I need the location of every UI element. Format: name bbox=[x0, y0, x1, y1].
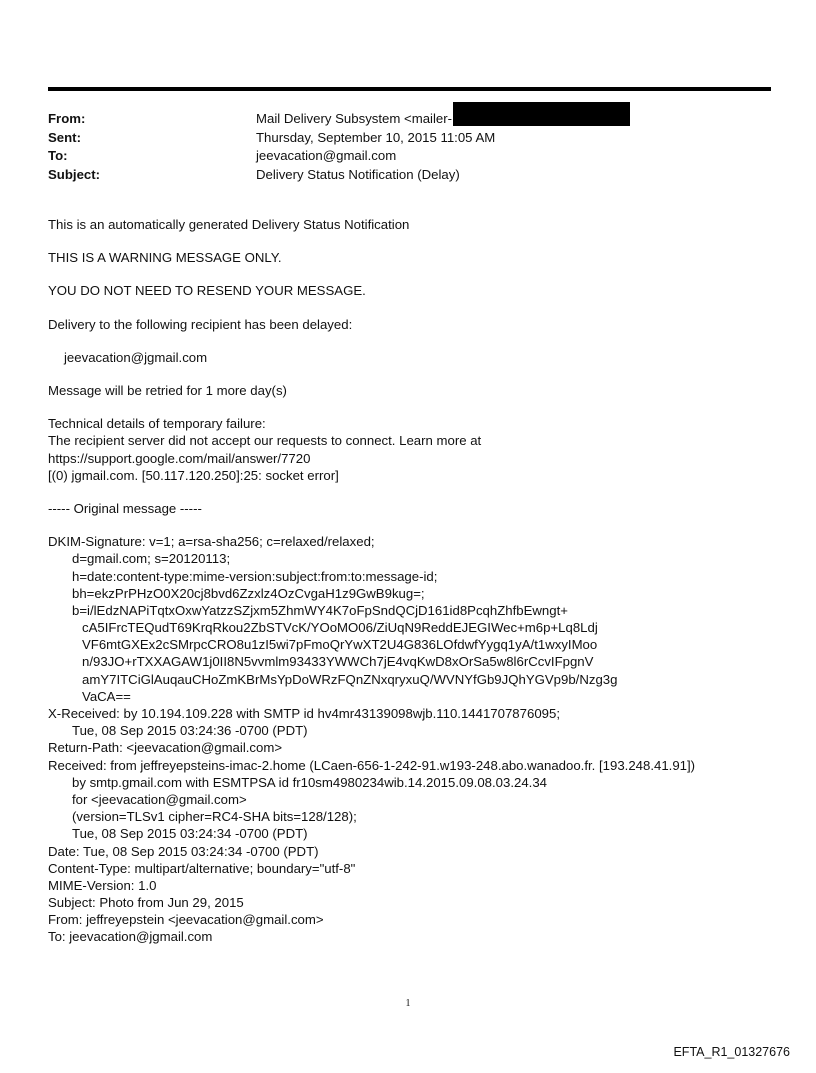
header-line: VaCA== bbox=[82, 688, 131, 704]
no-resend-line: YOU DO NOT NEED TO RESEND YOUR MESSAGE. bbox=[48, 283, 366, 299]
original-message-separator: ----- Original message ----- bbox=[48, 500, 202, 516]
header-line: MIME-Version: 1.0 bbox=[48, 877, 157, 893]
header-line: X-Received: by 10.194.109.228 with SMTP id hv4mr43139098wjb.110.1441707876095; bbox=[48, 706, 560, 722]
recipient-address: jeevacation@jgmail.com bbox=[64, 349, 208, 365]
header-line: by smtp.gmail.com with ESMTPSA id fr10sm4980234wib.14.2015.09.08.03.24.34 bbox=[72, 774, 548, 790]
sent-value: Thursday, September 10, 2015 11:05 AM bbox=[256, 129, 496, 145]
email-header bbox=[48, 110, 771, 184]
header-line: VF6mtGXEx2cSMrpcCRO8u1zI5wi7pFmoQrYwXT2U4G836LOfdwfYygq1yA/t1wxyIMoo bbox=[82, 637, 598, 653]
header-line: Tue, 08 Sep 2015 03:24:36 -0700 (PDT) bbox=[72, 723, 308, 739]
from-row bbox=[48, 110, 771, 129]
warning-line: THIS IS A WARNING MESSAGE ONLY. bbox=[48, 250, 282, 266]
header-line: h=date:content-type:mime-version:subject:from:to:message-id; bbox=[72, 568, 438, 584]
header-line: DKIM-Signature: v=1; a=rsa-sha256; c=relaxed/relaxed; bbox=[48, 534, 375, 550]
from-label: From: bbox=[48, 111, 86, 126]
header-line: Tue, 08 Sep 2015 03:24:34 -0700 (PDT) bbox=[72, 826, 308, 842]
to-value: jeevacation@gmail.com bbox=[256, 148, 397, 164]
header-line: n/93JO+rTXXAGAW1j0II8N5vvmlm93433YWWCh7jE4vqKwD8xOrSa5w8l6rCcvIFpgnV bbox=[82, 654, 594, 670]
header-line: b=i/lEdzNAPiTqtxOxwYatzzSZjxm5ZhmWY4K7oFpSndQCjD161id8PcqhZhfbEwngt+ bbox=[72, 602, 568, 618]
redaction-box bbox=[453, 102, 630, 126]
tech-line: The recipient server did not accept our requests to connect. Learn more at bbox=[48, 433, 482, 449]
technical-details bbox=[48, 415, 798, 484]
bates-number: EFTA_R1_01327676 bbox=[673, 1045, 790, 1059]
sent-label: Sent: bbox=[48, 129, 81, 145]
header-line: Date: Tue, 08 Sep 2015 03:24:34 -0700 (PDT) bbox=[48, 843, 319, 859]
header-line: Received: from jeffreyepsteins-imac-2.home (LCaen-656-1-242-91.w193-248.abo.wanadoo.fr. [193.248.41.91]) bbox=[48, 757, 696, 773]
tech-line: https://support.google.com/mail/answer/7720 bbox=[48, 450, 311, 466]
header-line: (version=TLSv1 cipher=RC4-SHA bits=128/128); bbox=[72, 809, 357, 825]
delay-line: Delivery to the following recipient has been delayed: bbox=[48, 316, 353, 332]
header-line: for <jeevacation@gmail.com> bbox=[72, 791, 247, 807]
to-row bbox=[48, 147, 771, 166]
sent-row bbox=[48, 129, 771, 148]
header-line: To: jeevacation@jgmail.com bbox=[48, 929, 213, 945]
tech-line: [(0) jgmail.com. [50.117.120.250]:25: socket error] bbox=[48, 467, 339, 483]
from-value: Mail Delivery Subsystem <mailer- bbox=[256, 111, 453, 126]
header-line: Return-Path: <jeevacation@gmail.com> bbox=[48, 740, 283, 756]
header-line: amY7ITCiGlAuqauCHoZmKBrMsYpDoWRzFQnZNxqryxuQ/WVNYfGb9JQhYGVp9b/Nzg3g bbox=[82, 671, 618, 687]
retry-line: Message will be retried for 1 more day(s) bbox=[48, 383, 287, 399]
header-line: Content-Type: multipart/alternative; boundary="utf-8" bbox=[48, 860, 356, 876]
header-rule bbox=[48, 87, 771, 91]
header-line: From: jeffreyepstein <jeevacation@gmail.com> bbox=[48, 912, 324, 928]
subject-value: Delivery Status Notification (Delay) bbox=[256, 166, 460, 182]
subject-row bbox=[48, 166, 771, 185]
header-line: bh=ekzPrPHzO0X20cj8bvd6Zzxlz4OzCvgaH1z9GwB9kug=; bbox=[72, 585, 425, 601]
header-line: cA5IFrcTEQudT69KrqRkou2ZbSTVcK/YOoMO06/ZiUqN9ReddEJEGIWec+m6p+Lq8Ldj bbox=[82, 620, 598, 636]
subject-label: Subject: bbox=[48, 166, 101, 182]
page-number: 1 bbox=[405, 998, 411, 1009]
to-label: To: bbox=[48, 148, 68, 164]
original-headers bbox=[48, 533, 798, 946]
header-line: d=gmail.com; s=20120113; bbox=[72, 551, 231, 567]
intro-line: This is an automatically generated Delivery Status Notification bbox=[48, 217, 410, 232]
message-body bbox=[48, 216, 798, 946]
header-line: Subject: Photo from Jun 29, 2015 bbox=[48, 895, 244, 911]
tech-line: Technical details of temporary failure: bbox=[48, 416, 266, 432]
